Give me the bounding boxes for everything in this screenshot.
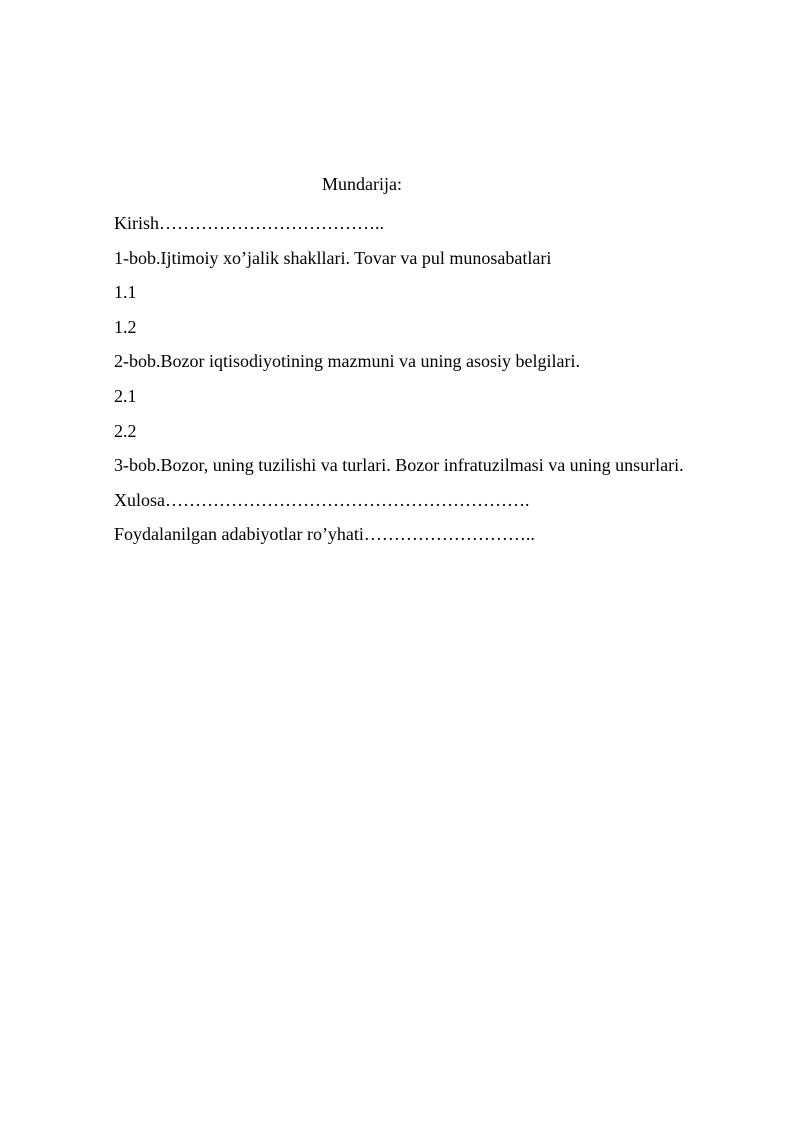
toc-item-references: Foydalanilgan adabiyotlar ro’yhati……………………….. (114, 524, 535, 545)
table-of-contents-list (114, 212, 754, 558)
toc-item-chapter-3: 3-bob.Bozor, uning tuzilishi va turlari. Bozor infratuzilmasi va uning unsurlari. (114, 455, 684, 476)
toc-item-introduction: Kirish……………………………….. (114, 213, 384, 233)
toc-item-chapter-2: 2-bob.Bozor iqtisodiyotining mazmuni va uning asosiy belgilari. (114, 351, 580, 372)
toc-item-section-2-1: 2.1 (114, 385, 137, 406)
table-of-contents-title: Mundarija: (322, 174, 402, 194)
toc-item-conclusion: Xulosa……………………………………………………. (114, 489, 530, 510)
toc-item-section-1-1: 1.1 (114, 282, 137, 303)
toc-item-chapter-1: 1-bob.Ijtimoiy xo’jalik shakllari. Tovar va pul munosabatlari (114, 247, 552, 268)
toc-item-section-1-2: 1.2 (114, 316, 137, 337)
toc-item-section-2-2: 2.2 (114, 420, 137, 441)
